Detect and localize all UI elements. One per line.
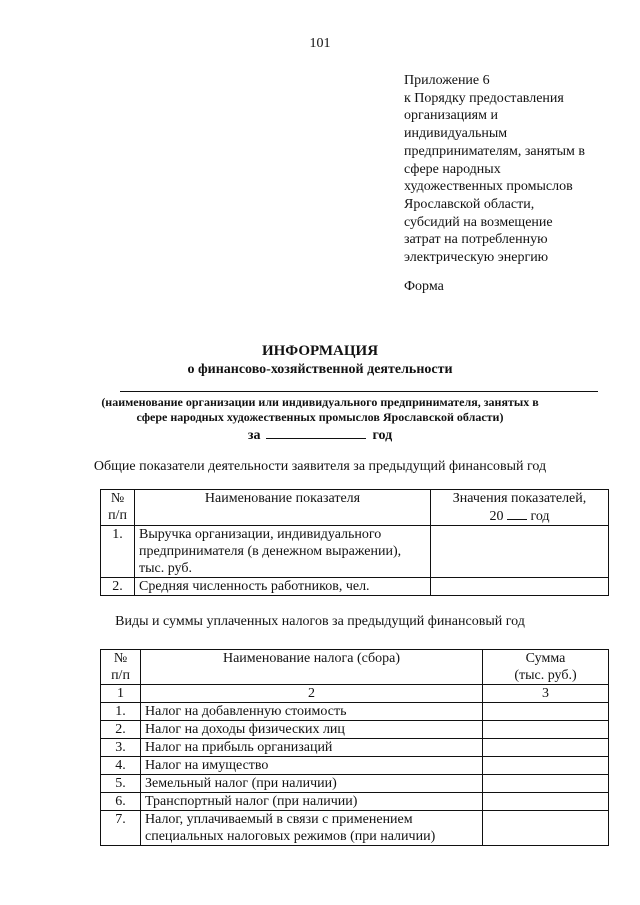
appendix-line: художественных промыслов (404, 179, 573, 195)
period-blank-field[interactable] (266, 426, 366, 439)
column-number: 3 (483, 685, 609, 703)
row-tax-name: Налог на прибыль организаций (141, 739, 483, 757)
row-num: 7. (101, 811, 141, 846)
section2-heading: Виды и суммы уплаченных налогов за предыдущий финансовый год (115, 614, 525, 629)
organization-name-caption (0, 395, 640, 425)
period-prefix: за (247, 428, 261, 443)
name-line: предпринимателя (в денежном выражении), (139, 544, 402, 559)
appendix-line: Ярославской области, (404, 196, 535, 212)
row-sum-cell[interactable] (483, 739, 609, 757)
row-num: 4. (101, 757, 141, 775)
appendix-line: затрат на потребленную (404, 232, 548, 248)
appendix-line: индивидуальным (404, 126, 508, 142)
table-row (101, 526, 609, 578)
appendix-line: организациям и (404, 108, 498, 124)
appendix-line: к Порядку предоставления (404, 90, 564, 106)
row-num: 3. (101, 739, 141, 757)
appendix-line: субсидий на возмещение (404, 214, 553, 230)
row-sum-cell[interactable] (483, 757, 609, 775)
row-tax-name: Налог на добавленную стоимость (141, 703, 483, 721)
period-row (0, 426, 640, 444)
table-header-row (101, 650, 609, 685)
header-value-year (435, 507, 604, 525)
row-tax-name: Налог на доходы физических лиц (141, 721, 483, 739)
row-sum-cell[interactable] (483, 775, 609, 793)
row-sum-cell[interactable] (483, 703, 609, 721)
column-number: 2 (141, 685, 483, 703)
document-title: ИНФОРМАЦИЯ (261, 343, 379, 359)
appendix-block (404, 72, 614, 267)
table-row (101, 757, 609, 775)
year-prefix: 20 (489, 509, 504, 524)
appendix-line: электрическую энергию (404, 250, 549, 266)
row-tax-name: Транспортный налог (при наличии) (141, 793, 483, 811)
name-line: специальных налоговых режимов (при наличии) (145, 829, 436, 844)
appendix-line: Приложение 6 (404, 73, 490, 88)
header-num (101, 650, 141, 685)
year-suffix: год (530, 509, 550, 524)
row-sum-cell[interactable] (483, 811, 609, 846)
table-row (101, 775, 609, 793)
header-num-line: № (110, 491, 125, 506)
row-tax-name: Земельный налог (при наличии) (141, 775, 483, 793)
header-num (101, 490, 135, 526)
table-header-row (101, 490, 609, 526)
document-subtitle: о финансово-хозяйственной деятельности (187, 362, 453, 377)
column-number: 1 (101, 685, 141, 703)
row-num: 1. (101, 526, 135, 578)
caption-line: сфере народных художественных промыслов Ярославской области) (136, 410, 504, 424)
row-indicator-name (135, 526, 431, 578)
appendix-line: предпринимателям, занятым в (404, 143, 586, 159)
row-value-cell[interactable] (431, 578, 609, 596)
row-num: 2. (101, 578, 135, 596)
row-num: 6. (101, 793, 141, 811)
header-num-line: п/п (108, 508, 127, 523)
section1-heading: Общие показатели деятельности заявителя за предыдущий финансовый год (93, 459, 547, 474)
header-tax-sum (483, 650, 609, 685)
row-num: 5. (101, 775, 141, 793)
header-value-line: Значения показателей, (452, 491, 587, 506)
row-indicator-name: Средняя численность работников, чел. (135, 578, 431, 596)
table-row (101, 721, 609, 739)
page-number: 101 (309, 36, 331, 51)
name-line: Выручка организации, индивидуального (139, 527, 382, 542)
column-number-row (101, 685, 609, 703)
year-blank-field[interactable] (507, 507, 527, 520)
header-num-line: № (113, 651, 128, 666)
table-row (101, 703, 609, 721)
header-indicator-name: Наименование показателя (135, 490, 431, 526)
row-value-cell[interactable] (431, 526, 609, 578)
taxes-table (100, 649, 609, 846)
table-row (101, 793, 609, 811)
row-tax-name: Налог на имущество (141, 757, 483, 775)
appendix-line: сфере народных (404, 161, 501, 177)
name-line: Налог, уплачиваемый в связи с применением (145, 812, 413, 827)
row-sum-cell[interactable] (483, 721, 609, 739)
header-indicator-value (431, 490, 609, 526)
header-num-line: п/п (111, 668, 130, 683)
table-row (101, 811, 609, 846)
row-sum-cell[interactable] (483, 793, 609, 811)
row-tax-name (141, 811, 483, 846)
organization-name-line (120, 391, 598, 392)
header-sum-line: (тыс. руб.) (514, 668, 577, 683)
indicators-table (100, 489, 609, 596)
caption-line: (наименование организации или индивидуального предпринимателя, занятых в (101, 395, 539, 409)
header-sum-line: Сумма (525, 651, 566, 666)
name-line: тыс. руб. (139, 561, 192, 576)
row-num: 1. (101, 703, 141, 721)
period-suffix: год (372, 428, 393, 443)
row-num: 2. (101, 721, 141, 739)
header-tax-name: Наименование налога (сбора) (141, 650, 483, 685)
table-row (101, 739, 609, 757)
table-row (101, 578, 609, 596)
form-label: Форма (404, 279, 444, 294)
